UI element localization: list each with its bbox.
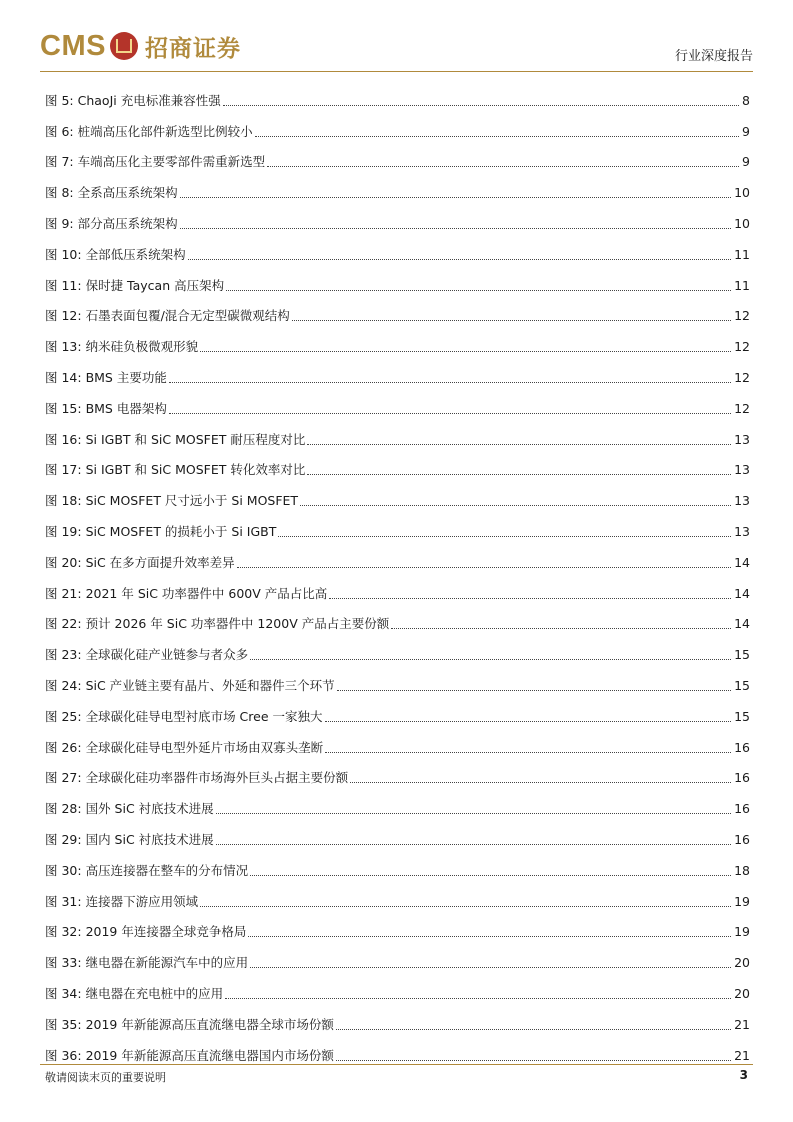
toc-entry-label: 图 21: 2021 年 SiC 功率器件中 600V 产品占比高 [45,585,328,601]
toc-entry[interactable] [45,822,750,853]
dot-leader [188,258,732,260]
toc-entry-page: 13 [734,431,750,447]
toc-entry-page: 15 [734,677,750,693]
toc-entry-label: 图 28: 国外 SiC 衬底技术进展 [45,801,214,817]
toc-entry-label: 图 6: 桩端高压化部件新选型比例较小 [45,123,253,139]
toc-entry-page: 21 [734,1016,750,1032]
toc-entry[interactable] [45,391,750,422]
dot-leader [336,1059,731,1061]
toc-entry[interactable] [45,668,750,699]
toc-entry[interactable] [45,976,750,1007]
toc-entry-page: 16 [734,801,750,817]
toc-entry-label: 图 18: SiC MOSFET 尺寸远小于 Si MOSFET [45,493,299,509]
toc-entry[interactable] [45,329,750,360]
header-divider [40,71,753,72]
toc-entry-page: 10 [734,215,750,231]
dot-leader [267,165,739,167]
dot-leader [350,781,731,783]
dot-leader [200,905,731,907]
toc-entry[interactable] [45,637,750,668]
dot-leader [169,381,731,383]
toc-entry-label: 图 24: SiC 产业链主要有晶片、外延和器件三个环节 [45,677,335,693]
toc-entry-label: 图 5: ChaoJi 充电标准兼容性强 [45,92,221,108]
toc-entry-page: 16 [734,831,750,847]
toc-entry-page: 13 [734,462,750,478]
dot-leader [325,751,731,753]
dot-leader [255,135,739,137]
toc-entry-label: 图 31: 连接器下游应用领域 [45,893,199,909]
dot-leader [226,289,731,291]
toc-entry-label: 图 16: Si IGBT 和 SiC MOSFET 耐压程度对比 [45,431,306,447]
logo-chinese-name: 招商证券 [144,34,241,62]
toc-entry-page: 21 [734,1047,750,1063]
toc-entry-label: 图 17: Si IGBT 和 SiC MOSFET 转化效率对比 [45,462,306,478]
dot-leader [216,812,731,814]
dot-leader [250,658,731,660]
toc-entry-label: 图 25: 全球碳化硅导电型衬底市场 Cree 一家独大 [45,708,323,724]
toc-entry-label: 图 9: 部分高压系统架构 [45,215,178,231]
toc-entry-label: 图 23: 全球碳化硅产业链参与者众多 [45,647,249,663]
toc-entry-page: 16 [734,770,750,786]
toc-entry-label: 图 14: BMS 主要功能 [45,369,167,385]
toc-entry[interactable] [45,761,750,792]
toc-entry-label: 图 13: 纳米硅负极微观形貌 [45,339,199,355]
toc-entry-label: 图 30: 高压连接器在整车的分布情况 [45,862,249,878]
toc-entry[interactable] [45,607,750,638]
page-number: 3 [739,1068,748,1082]
dot-leader [300,504,731,506]
dot-leader [325,720,732,722]
dot-leader [329,597,731,599]
toc-entry[interactable] [45,145,750,176]
dot-leader [180,196,731,198]
toc-entry-label: 图 12: 石墨表面包覆/混合无定型碳微观结构 [45,308,290,324]
toc-entry[interactable] [45,791,750,822]
toc-entry[interactable] [45,730,750,761]
toc-entry-label: 图 20: SiC 在多方面提升效率差异 [45,554,235,570]
toc-entry-page: 14 [734,585,750,601]
toc-entry[interactable] [45,422,750,453]
toc-entry-page: 9 [742,123,750,139]
toc-entry-page: 9 [742,154,750,170]
toc-entry[interactable] [45,699,750,730]
toc-entry[interactable] [45,483,750,514]
toc-entry[interactable] [45,576,750,607]
toc-entry-page: 12 [734,308,750,324]
toc-entry-page: 14 [734,554,750,570]
toc-entry-page: 18 [734,862,750,878]
dot-leader [250,874,731,876]
page-header [0,0,793,78]
toc-entry-label: 图 8: 全系高压系统架构 [45,185,178,201]
toc-entry-label: 图 26: 全球碳化硅导电型外延片市场由双寡头垄断 [45,739,324,755]
logo-text: CMS [40,29,106,62]
report-type: 行业深度报告 [674,49,753,64]
toc-entry[interactable] [45,360,750,391]
toc-entry-page: 12 [734,339,750,355]
toc-entry[interactable] [45,83,750,114]
toc-entry-page: 19 [734,893,750,909]
toc-entry-label: 图 15: BMS 电器架构 [45,400,167,416]
toc-entry[interactable] [45,299,750,330]
toc-entry-label: 图 34: 继电器在充电桩中的应用 [45,985,224,1001]
toc-entry-page: 12 [734,400,750,416]
dot-leader [250,966,731,968]
dot-leader [200,350,731,352]
toc-entry[interactable] [45,545,750,576]
toc-entry-page: 15 [734,647,750,663]
toc-entry[interactable] [45,114,750,145]
toc-entry-label: 图 33: 继电器在新能源汽车中的应用 [45,955,249,971]
toc-entry-page: 15 [734,708,750,724]
toc-entry-label: 图 29: 国内 SiC 衬底技术进展 [45,831,214,847]
toc-entry-page: 12 [734,369,750,385]
toc-entry[interactable] [45,175,750,206]
toc-entry-label: 图 27: 全球碳化硅功率器件市场海外巨头占据主要份额 [45,770,349,786]
toc-entry-page: 14 [734,616,750,632]
toc-entry-page: 10 [734,185,750,201]
toc-entry[interactable] [45,853,750,884]
toc-entry-page: 13 [734,493,750,509]
toc-entry[interactable] [45,206,750,237]
toc-entry-page: 13 [734,523,750,539]
toc-entry-label: 图 36: 2019 年新能源高压直流继电器国内市场份额 [45,1047,334,1063]
toc-entry[interactable] [45,268,750,299]
dot-leader [223,104,739,106]
toc-entry-label: 图 11: 保时捷 Taycan 高压架构 [45,277,225,293]
dot-leader [248,935,731,937]
toc-entry-page: 19 [734,924,750,940]
toc-entry-page: 11 [734,246,750,262]
toc-entry[interactable] [45,945,750,976]
dot-leader [307,443,731,445]
logo-emblem-icon [110,32,138,60]
dot-leader [180,227,731,229]
toc-entry-label: 图 10: 全部低压系统架构 [45,246,186,262]
dot-leader [292,319,731,321]
dot-leader [225,997,731,999]
toc-entry[interactable] [45,453,750,484]
toc-entry[interactable] [45,514,750,545]
toc-entry[interactable] [45,915,750,946]
dot-leader [216,843,731,845]
toc-entry-page: 20 [734,955,750,971]
toc-entry-page: 20 [734,985,750,1001]
toc-entry-label: 图 7: 车端高压化主要零部件需重新选型 [45,154,266,170]
figure-list [45,83,750,1069]
toc-entry[interactable] [45,1007,750,1038]
toc-entry-page: 8 [742,92,750,108]
toc-entry-label: 图 35: 2019 年新能源高压直流继电器全球市场份额 [45,1016,334,1032]
toc-entry[interactable] [45,237,750,268]
dot-leader [278,535,731,537]
dot-leader [237,566,731,568]
toc-entry-page: 16 [734,739,750,755]
toc-entry[interactable] [45,884,750,915]
toc-entry-label: 图 19: SiC MOSFET 的损耗小于 Si IGBT [45,523,277,539]
dot-leader [337,689,731,691]
dot-leader [307,473,731,475]
dot-leader [336,1028,731,1030]
footer-notice: 敬请阅读末页的重要说明 [45,1071,166,1084]
dot-leader [169,412,731,414]
dot-leader [391,627,731,629]
toc-entry-label: 图 22: 预计 2026 年 SiC 功率器件中 1200V 产品占主要份额 [45,616,390,632]
toc-entry-page: 11 [734,277,750,293]
toc-entry-label: 图 32: 2019 年连接器全球竞争格局 [45,924,247,940]
footer-divider [40,1064,753,1065]
company-logo [40,26,241,66]
